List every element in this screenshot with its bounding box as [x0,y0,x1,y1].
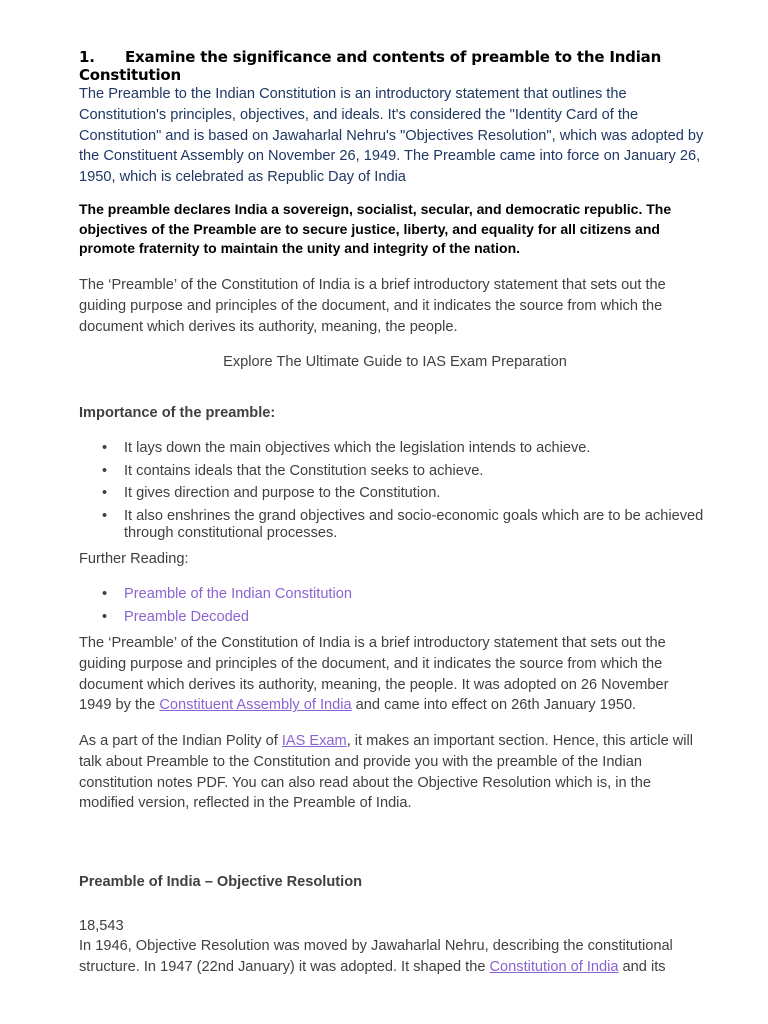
importance-list [79,440,754,547]
ias-exam-link[interactable]: IAS Exam [281,733,347,749]
list-item: • It gives direction and purpose to the Constitution. [124,485,754,502]
adopted-paragraph: The ‘Preamble’ of the Constitution of India is a brief introductory statement that sets out the guiding purpose and principles of the document, and it indicates the source from which the document which derives its authority, meaning, the people. It was adopted on 26 November 1949 by the Constituent Assembly of India and came into effect on 26th January 1950. [79,635,669,714]
further-reading-link-preamble-decoded[interactable]: • Preamble Decoded [124,609,754,626]
constituent-assembly-link[interactable]: Constituent Assembly of India [159,697,352,714]
polity-paragraph: As a part of the Indian Polity of IAS Exam, it makes an important section. Hence, this article will talk about Preamble to the Constitution and provide you with the preamble of the Indian constitution notes PDF. You can also read about the Objective Resolution which is, in the modified version, reflected in the Preamble of India. [79,733,694,812]
intro-paragraph: The Preamble to the Indian Constitution is an introductory statement that outlines the Constitution's principles, objectives, and ideals. It's considered the "Identity Card of the Constitution" and is based on Jawaharlal Nehru's "Objectives Resolution", which was adopted by the Constituent Assembly on November 26, 1949. The Preamble came into force on January 26, 1950, which is celebrated as Republic Day of India [79,86,704,186]
bold-summary-paragraph: The preamble declares India a sovereign, socialist, secular, and democratic republic. The objectives of the Preamble are to secure justice, liberty, and equality for all citizens and promote fraternity to maintain the unity and integrity of the nation. [79,201,672,257]
list-item: • It contains ideals that the Constitution seeks to achieve. [124,463,754,480]
question-number: 1. [79,48,95,66]
further-reading-label: Further Reading: [79,551,189,567]
importance-heading: Importance of the preamble: [79,405,276,421]
preamble-description-paragraph: The ‘Preamble’ of the Constitution of India is a brief introductory statement that sets out the guiding purpose and principles of the document, and it indicates the source from which the document which derives its authority, meaning, the people. [79,277,666,335]
objective-resolution-paragraph: In 1946, Objective Resolution was moved by Jawaharlal Nehru, describing the constitutional structure. In 1947 (22nd January) it was adopted. It shaped the Constitution of India and its [79,938,673,975]
explore-guide-line: Explore The Ultimate Guide to IAS Exam Preparation [223,354,567,370]
further-reading-link-preamble-constitution[interactable]: • Preamble of the Indian Constitution [124,586,754,603]
constitution-of-india-link[interactable]: Constitution of India [489,958,619,975]
further-reading-list [79,586,754,631]
count-value: 18,543 [79,918,124,934]
list-item: • It lays down the main objectives which the legislation intends to achieve. [124,440,754,457]
question-heading [79,48,768,84]
question-title: Examine the significance and contents of preamble to the Indian Constitution [79,48,662,84]
objective-resolution-heading: Preamble of India – Objective Resolution [79,874,363,890]
list-item: • It also enshrines the grand objectives and socio-economic goals which are to be achieved through constitutional processes. [124,508,754,542]
